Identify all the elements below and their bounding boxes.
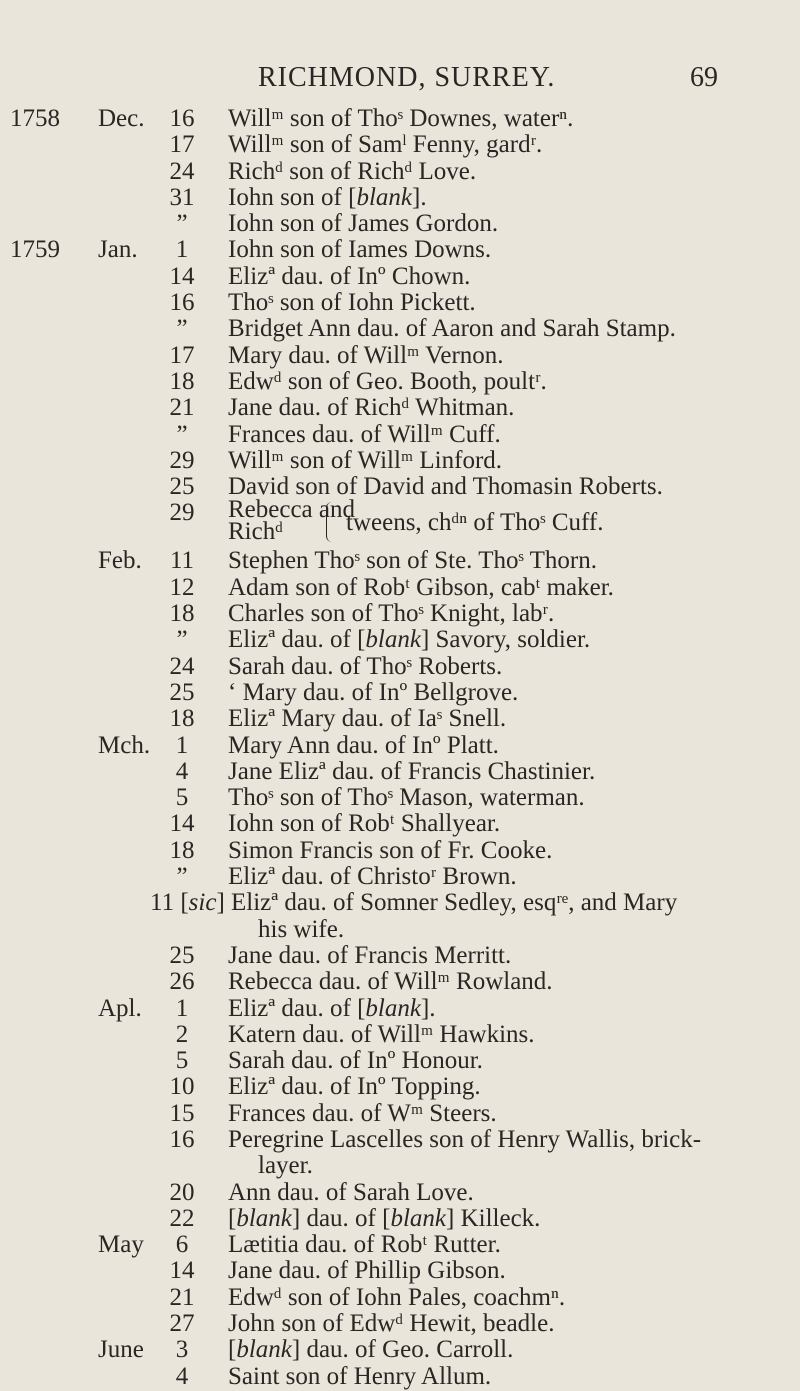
entry-row [0, 264, 800, 290]
entry-row [0, 496, 800, 548]
entry-text: Jane Elizª dau. of Francis Chastinier. [228, 757, 596, 785]
entry-row [0, 448, 800, 474]
entry-month: Feb. [98, 547, 142, 575]
entry-day: 3 [175, 1336, 189, 1364]
entry-row [0, 1337, 800, 1363]
entry-day: 14 [169, 262, 195, 290]
page-number: 69 [690, 62, 718, 93]
entry-text: Iohn son of [blank]. [228, 183, 427, 211]
entry-text: Willᵐ son of Thoˢ Downes, waterⁿ. [228, 105, 574, 132]
entry-day: 26 [169, 968, 195, 996]
entry-row [0, 706, 800, 732]
entry-text: John son of Edwᵈ Hewit, beadle. [228, 1310, 555, 1338]
entry-continuation: layer. [258, 1152, 313, 1180]
entry-row [0, 1285, 800, 1311]
entry-year: 1759 [10, 236, 60, 264]
entry-day: 18 [169, 705, 195, 733]
entry-row [0, 369, 800, 395]
entry-text: David son of David and Thomasin Roberts. [228, 473, 663, 501]
entry-text: Jane dau. of Phillip Gibson. [228, 1257, 506, 1285]
entry-day: 5 [175, 1047, 189, 1075]
entry-text: ʻ Mary dau. of Inº Bellgrove. [228, 678, 519, 706]
entry-day: 10 [169, 1073, 195, 1101]
entry-name-line: Rebecca and [228, 496, 356, 524]
entry-month: Mch. [98, 731, 151, 759]
entry-row [0, 943, 800, 969]
entry-day: 5 [175, 784, 189, 812]
entry-row [0, 185, 800, 211]
entry-name-line: Richᵈ [228, 518, 283, 546]
entry-day: 15 [169, 1099, 195, 1127]
entry-row [0, 785, 800, 811]
entry-text: Stephen Thoˢ son of Ste. Thoˢ Thorn. [228, 547, 597, 575]
entry-row [0, 575, 800, 601]
entry-text: Katern dau. of Willᵐ Hawkins. [228, 1020, 535, 1048]
entry-row [0, 237, 800, 263]
entry-text: Willᵐ son of Samˡ Fenny, gardʳ. [228, 131, 543, 159]
entry-text: Elizª dau. of Christoʳ Brown. [228, 863, 517, 891]
entry-day: 12 [169, 573, 195, 601]
entry-row [0, 1206, 800, 1232]
entry-day: ” [176, 626, 188, 654]
entry-text: Willᵐ son of Willᵐ Linford. [228, 446, 503, 474]
entry-text: Mary dau. of Willᵐ Vernon. [228, 341, 504, 369]
entry-day: 4 [175, 1362, 189, 1390]
entry-day: 1 [175, 994, 189, 1022]
entry-text: Thoˢ son of Thoˢ Mason, waterman. [228, 784, 585, 812]
entry-day: 21 [169, 394, 195, 422]
entry-text: Frances dau. of Wᵐ Steers. [228, 1099, 497, 1127]
entry-continuation: his wife. [258, 915, 345, 943]
entry-day: 4 [175, 757, 189, 785]
entry-day: 17 [169, 341, 195, 369]
entry-day: 6 [175, 1231, 189, 1259]
entry-month: Dec. [98, 105, 145, 132]
brace-mark [326, 502, 335, 542]
entry-text: Sarah dau. of Thoˢ Roberts. [228, 652, 503, 680]
entry-text: Saint son of Henry Allum. [228, 1362, 492, 1390]
entry-row [0, 474, 800, 500]
editorial-note: blank [365, 626, 421, 654]
entry-day: ” [176, 863, 188, 891]
entry-day: 25 [169, 678, 195, 706]
entry-text: Sarah dau. of Inº Honour. [228, 1047, 483, 1075]
entry-text: Peregrine Lascelles son of Henry Wallis, brick- [228, 1125, 702, 1153]
entry-day: 24 [169, 157, 195, 185]
entry-row [0, 395, 800, 421]
entry-text: tweens, chᵈⁿ of Thoˢ Cuff. [346, 509, 604, 537]
entry-row [0, 1048, 800, 1074]
entry-text: Thoˢ son of Iohn Pickett. [228, 289, 476, 317]
entry-month: May [98, 1231, 144, 1259]
entry-day: 24 [169, 652, 195, 680]
entry-text: Mary Ann dau. of Inº Platt. [228, 731, 499, 759]
entry-row [0, 969, 800, 995]
entry-row [0, 759, 800, 785]
entry-row [0, 316, 800, 342]
entry-year: 1758 [10, 105, 60, 132]
entry-text: Bridget Ann dau. of Aaron and Sarah Stamp. [228, 315, 676, 343]
editorial-note: blank [356, 183, 413, 211]
entry-text: Adam son of Robᵗ Gibson, cabᵗ maker. [228, 573, 614, 601]
entry-text: [blank] dau. of Geo. Carroll. [228, 1336, 514, 1364]
entry-row [0, 680, 800, 706]
entry-day: 14 [169, 1257, 195, 1285]
entry-row [0, 627, 800, 653]
entry-month: Apl. [98, 994, 142, 1022]
entry-row [0, 890, 800, 916]
entry-text: Jane dau. of Richᵈ Whitman. [228, 394, 515, 422]
entry-day: 25 [169, 473, 195, 501]
entry-day: ” [176, 420, 188, 448]
entry-text: Edwᵈ son of Iohn Pales, coachmⁿ. [228, 1283, 566, 1311]
editorial-note: blank [236, 1204, 292, 1232]
entry-text: Ann dau. of Sarah Love. [228, 1178, 474, 1206]
entry-row [0, 548, 800, 574]
entry-day: 17 [169, 131, 195, 159]
entry-row [0, 1311, 800, 1337]
entry-row [0, 811, 800, 837]
entry-day: 16 [169, 289, 195, 317]
entry-text: Iohn son of James Gordon. [228, 210, 499, 238]
entry-row [0, 106, 800, 132]
entry-month: Jan. [98, 236, 138, 264]
entry-text: [blank] dau. of [blank] Killeck. [228, 1204, 541, 1232]
entry-day: 16 [169, 1125, 195, 1153]
entry-text: Elizª dau. of [blank] Savory, soldier. [228, 626, 591, 654]
entry-row [0, 1022, 800, 1048]
entry-row [0, 1258, 800, 1284]
entry-day: 25 [169, 941, 195, 969]
entry-row [0, 1364, 800, 1390]
entry-day: 14 [169, 810, 195, 838]
entry-day: 18 [169, 836, 195, 864]
entry-row [0, 1180, 800, 1206]
entry-row [0, 996, 800, 1022]
entry-row [0, 132, 800, 158]
entry-text: Elizª dau. of Inº Topping. [228, 1073, 481, 1101]
entry-day: 18 [169, 600, 195, 628]
entry-row [0, 1127, 800, 1153]
editorial-note: blank [236, 1336, 292, 1364]
entry-text: Rebecca dau. of Willᵐ Rowland. [228, 968, 553, 996]
entry-row [0, 864, 800, 890]
entry-day: 27 [169, 1310, 195, 1338]
running-title: RICHMOND, SURREY. [258, 62, 556, 93]
entry-row [0, 343, 800, 369]
entry-day: 31 [169, 183, 195, 211]
entry-text: Frances dau. of Willᵐ Cuff. [228, 420, 501, 448]
entry-month: June [98, 1336, 144, 1364]
entry-day: 2 [175, 1020, 189, 1048]
entry-row [0, 1153, 800, 1179]
entry-row [0, 422, 800, 448]
entry-row [0, 654, 800, 680]
entry-text: Lætitia dau. of Robᵗ Rutter. [228, 1231, 501, 1259]
entry-day: ” [176, 315, 188, 343]
entry-day: 16 [169, 105, 195, 132]
entry-day: 18 [169, 367, 195, 395]
editorial-note: blank [365, 994, 421, 1022]
entry-text: 11 [sic] Elizª dau. of Somner Sedley, esqʳᵉ, and Mary [150, 889, 678, 917]
entry-day: 11 [169, 547, 195, 575]
editorial-note: sic [188, 889, 217, 917]
entry-row [0, 1101, 800, 1127]
entry-text: Jane dau. of Francis Merritt. [228, 941, 512, 969]
entry-day: 1 [175, 731, 189, 759]
entry-text: Simon Francis son of Fr. Cooke. [228, 836, 553, 864]
page-header [0, 62, 800, 102]
entry-day: ” [176, 210, 188, 238]
entry-day: 29 [169, 446, 195, 474]
entry-text: Edwᵈ son of Geo. Booth, poultʳ. [228, 367, 547, 395]
editorial-note: blank [390, 1204, 446, 1232]
entry-text: Iohn son of Iames Downs. [228, 236, 492, 264]
entry-row [0, 601, 800, 627]
entry-row [0, 290, 800, 316]
baptism-entries [0, 106, 800, 1390]
entry-day: 21 [169, 1283, 195, 1311]
entry-row [0, 917, 800, 943]
entry-text: Iohn son of Robᵗ Shallyear. [228, 810, 501, 838]
entry-day: 29 [169, 499, 195, 527]
entry-text: Charles son of Thoˢ Knight, labʳ. [228, 600, 555, 628]
entry-text: Richᵈ son of Richᵈ Love. [228, 157, 477, 185]
entry-day: 1 [175, 236, 189, 264]
entry-row [0, 733, 800, 759]
entry-text: Elizª Mary dau. of Iaˢ Snell. [228, 705, 507, 733]
entry-row [0, 211, 800, 237]
entry-row [0, 838, 800, 864]
entry-text: Elizª dau. of [blank]. [228, 994, 436, 1022]
entry-row [0, 159, 800, 185]
entry-row [0, 1074, 800, 1100]
entry-day: 22 [169, 1204, 195, 1232]
entry-row [0, 1232, 800, 1258]
entry-text: Elizª dau. of Inº Chown. [228, 262, 471, 290]
entry-day: 20 [169, 1178, 195, 1206]
